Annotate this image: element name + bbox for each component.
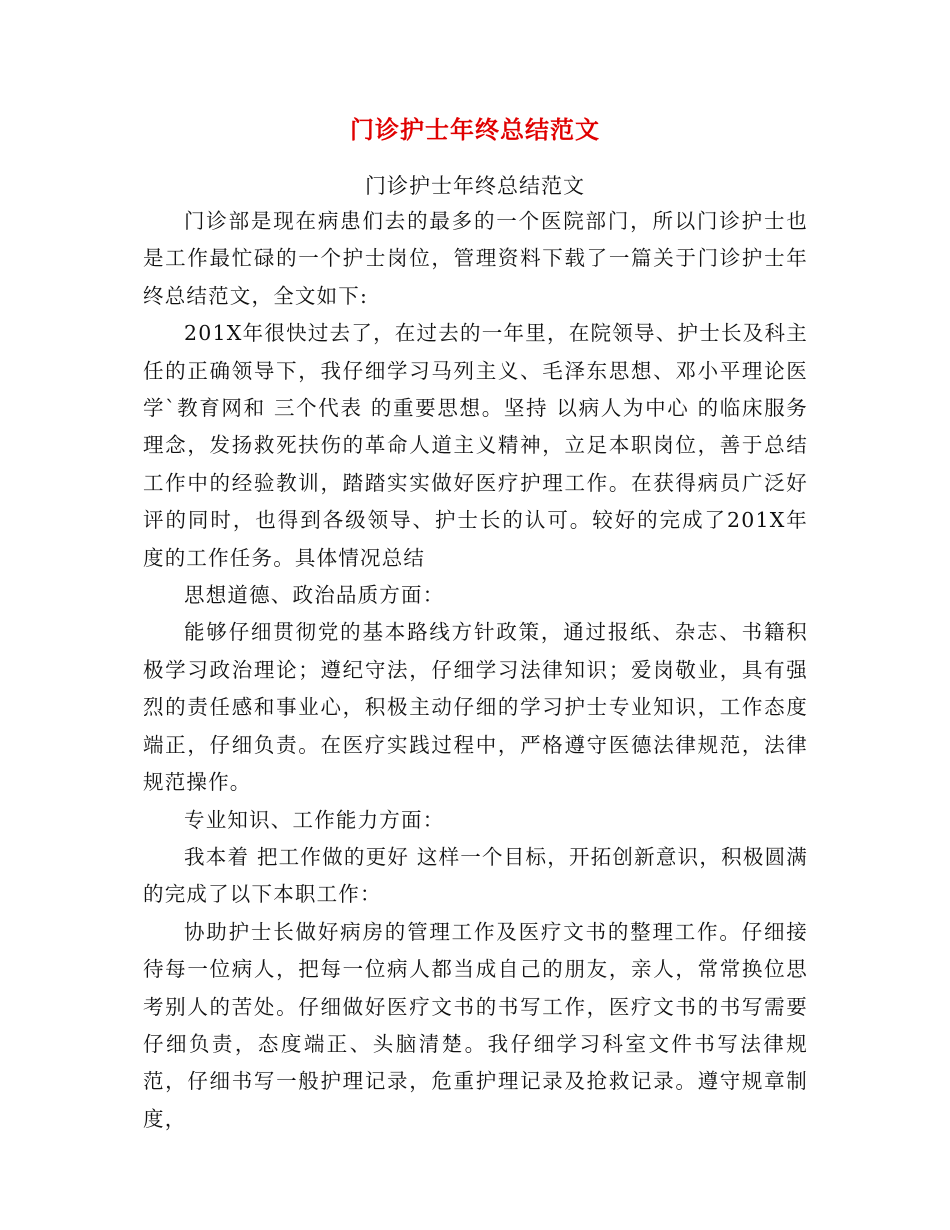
document-body [143, 203, 808, 1138]
body-paragraph-duties: 协助护士长做好病房的管理工作及医疗文书的整理工作。仔细接待每一位病人，把每一位病人都当成自己的朋友，亲人，常常换位思考别人的苦处。仔细做好医疗文书的书写工作，医疗文书的书写需要仔细负责，态度端正、头脑清楚。我仔细学习科室文件书写法律规范，仔细书写一般护理记录，危重护理记录及抢救记录。遵守规章制度， [143, 919, 808, 1131]
body-paragraph-ideology: 能够仔细贯彻党的基本路线方针政策，通过报纸、杂志、书籍积极学习政治理论；遵纪守法，仔细学习法律知识；爱岗敬业，具有强烈的责任感和事业心，积极主动仔细的学习护士专业知识，工作态度端正，仔细负责。在医疗实践过程中，严格遵守医德法律规范，法律规范操作。 [143, 620, 808, 795]
section-heading-ideology: 思想道德、政治品质方面： [184, 583, 445, 608]
section-heading-professional: 专业知识、工作能力方面： [184, 807, 445, 832]
body-paragraph-intro: 门诊部是现在病患们去的最多的一个医院部门，所以门诊护士也是工作最忙碌的一个护士岗位，管理资料下载了一篇关于门诊护士年终总结范文，全文如下: [143, 209, 808, 308]
document-title: 门诊护士年终总结范文 [350, 115, 600, 144]
body-paragraph-goal: 我本着 把工作做的更好 这样一个目标，开拓创新意识，积极圆满的完成了以下本职工作： [143, 844, 808, 907]
document-subtitle: 门诊护士年终总结范文 [365, 174, 585, 198]
body-paragraph-summary: 201X年很快过去了，在过去的一年里，在院领导、护士长及科主任的正确领导下，我仔细学习马列主义、毛泽东思想、邓小平理论医学`教育网和 三个代表 的重要思想。坚持 以病人为中心 的临床服务理念，发扬救死扶伤的革命人道主义精神，立足本职岗位，善于总结工作中的经验教训，踏踏实实做好医疗护理工作。在获得病员广泛好评的同时，也得到各级领导、护士长的认可。较好的完成了201X年度的工作任务。具体情况总结 [143, 321, 808, 570]
